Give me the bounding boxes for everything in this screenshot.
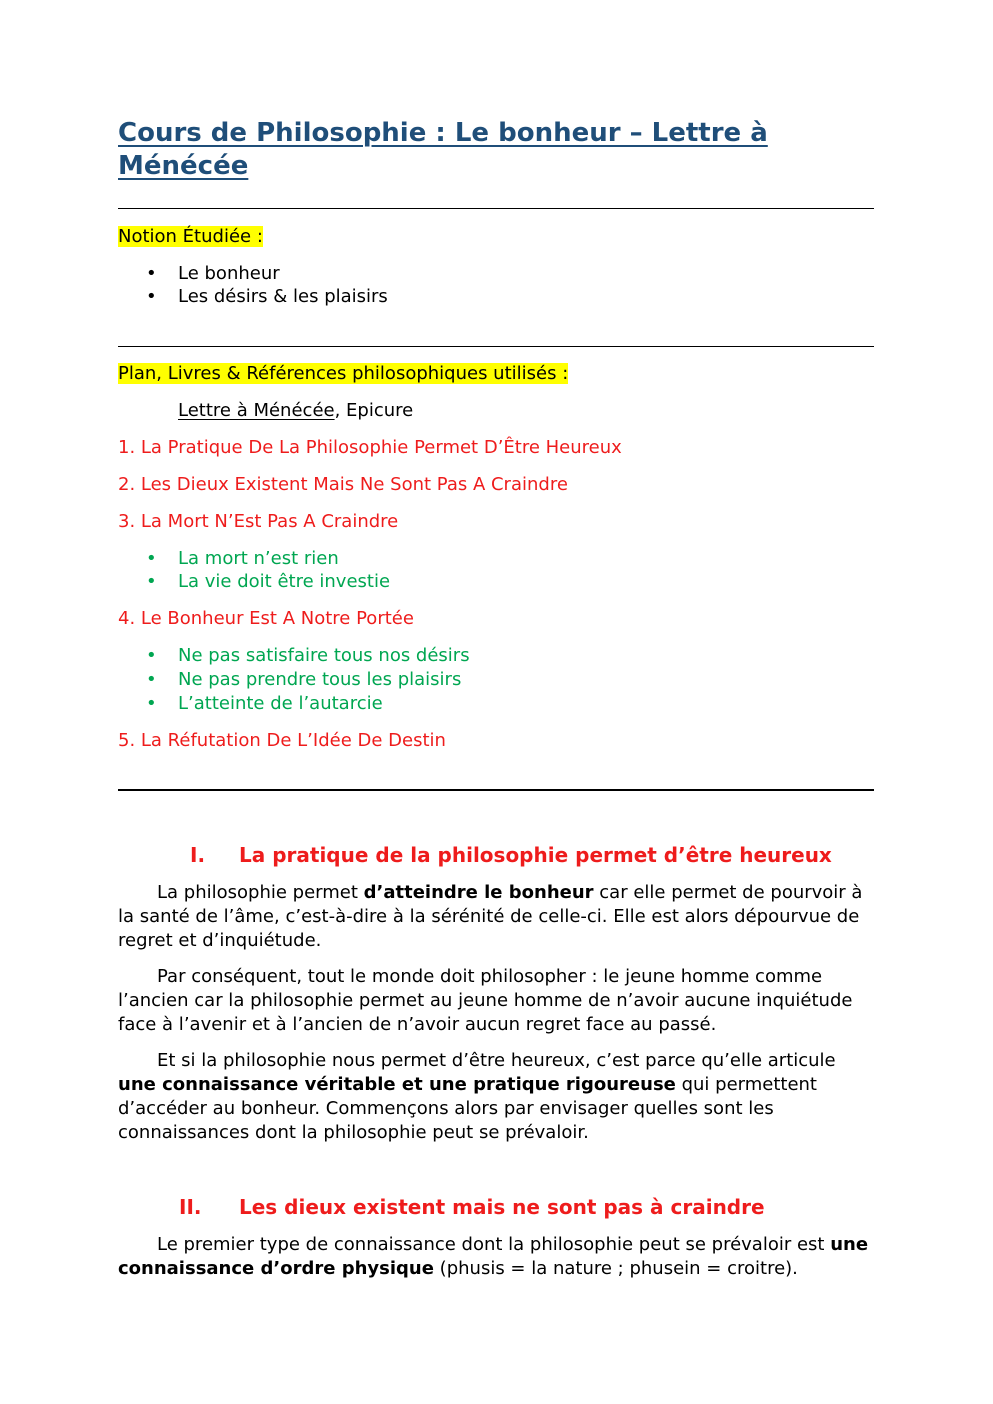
- reference: [178, 399, 413, 423]
- plan-label: Plan, Livres & Références philosophiques utilisés :: [118, 363, 569, 384]
- reference-book: Lettre à Ménécée: [178, 400, 335, 421]
- paragraph: La philosophie permet d’atteindre le bonheur car elle permet de pourvoir à la santé de l’âme, c’est-à-dire à la sérénité de celle-ci. Elle est alors dépourvue de regret et d’inquiétude.: [118, 882, 863, 951]
- plan-section-2: 2. Les Dieux Existent Mais Ne Sont Pas A Craindre: [118, 474, 568, 495]
- plan-subitem: La vie doit être investie: [178, 571, 391, 592]
- bullet-icon: •: [146, 693, 157, 714]
- plan-subitem: Ne pas satisfaire tous nos désirs: [178, 645, 470, 666]
- bullet-icon: •: [146, 548, 157, 569]
- bullet-icon: •: [146, 263, 157, 284]
- plan-subitem: Ne pas prendre tous les plaisirs: [178, 669, 462, 690]
- divider: [118, 789, 874, 791]
- page-title: Cours de Philosophie : Le bonheur – Lettre à Ménécée: [118, 118, 768, 181]
- bullet-icon: •: [146, 669, 157, 690]
- plan-section-3: 3. La Mort N’Est Pas A Craindre: [118, 511, 399, 532]
- section-numeral: II.: [179, 1195, 202, 1219]
- plan-subitem: La mort n’est rien: [178, 548, 339, 569]
- section-numeral: I.: [190, 843, 206, 867]
- section-heading: Les dieux existent mais ne sont pas à craindre: [239, 1195, 765, 1219]
- notion-item: Les désirs & les plaisirs: [178, 286, 388, 307]
- plan-subitem: L’atteinte de l’autarcie: [178, 693, 383, 714]
- section-heading: La pratique de la philosophie permet d’être heureux: [239, 843, 832, 867]
- plan-section-4: 4. Le Bonheur Est A Notre Portée: [118, 608, 414, 629]
- bullet-icon: •: [146, 645, 157, 666]
- paragraph: Par conséquent, tout le monde doit philosopher : le jeune homme comme l’ancien car la philosophie permet au jeune homme de n’avoir aucune inquiétude face à l’avenir et à l’ancien de n’avoir aucun regret face au passé.: [118, 966, 853, 1035]
- notion-label: Notion Étudiée :: [118, 226, 263, 247]
- bullet-icon: •: [146, 286, 157, 307]
- notion-item: Le bonheur: [178, 263, 280, 284]
- divider: [118, 346, 874, 347]
- plan-section-1: 1. La Pratique De La Philosophie Permet D’Être Heureux: [118, 437, 622, 458]
- divider: [118, 208, 874, 209]
- bullet-icon: •: [146, 571, 157, 592]
- paragraph: Le premier type de connaissance dont la philosophie peut se prévaloir est une connaissance d’ordre physique (phusis = la nature ; phusein = croitre).: [118, 1234, 869, 1279]
- plan-section-5: 5. La Réfutation De L’Idée De Destin: [118, 730, 446, 751]
- reference-author: , Epicure: [334, 400, 414, 421]
- paragraph: Et si la philosophie nous permet d’être heureux, c’est parce qu’elle articule une connaissance véritable et une pratique rigoureuse qui permettent d’accéder au bonheur. Commençons alors par envisager quelles sont les connaissances dont la philosophie peut se prévaloir.: [118, 1050, 836, 1143]
